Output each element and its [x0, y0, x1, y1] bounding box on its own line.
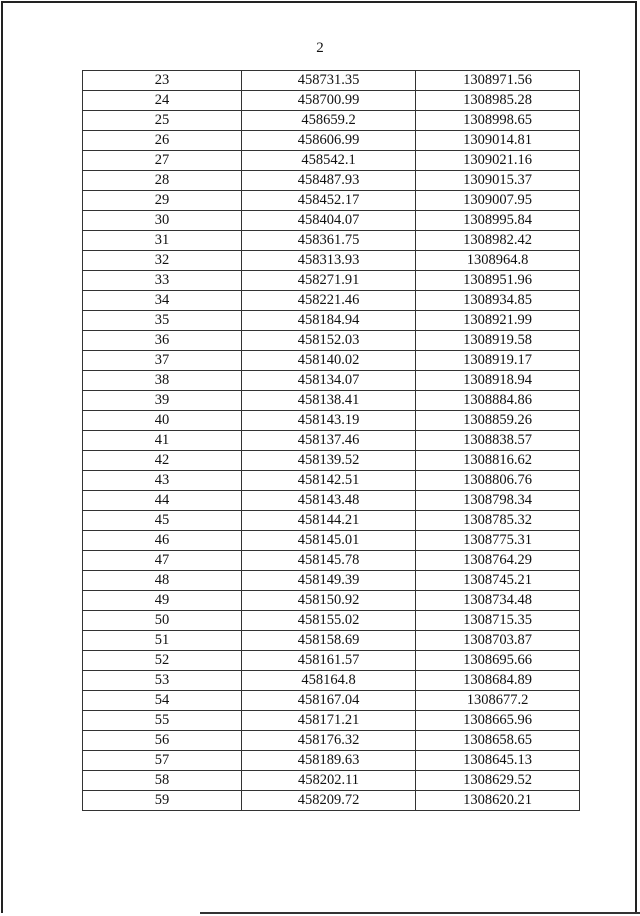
table-row [83, 411, 580, 431]
y-coordinate-cell: 1308629.52 [416, 771, 580, 791]
point-number-cell: 26 [83, 131, 242, 151]
point-number-cell: 45 [83, 511, 242, 531]
point-number-cell: 49 [83, 591, 242, 611]
table-row [83, 631, 580, 651]
table-row [83, 351, 580, 371]
x-coordinate-cell: 458158.69 [242, 631, 416, 651]
table-row [83, 291, 580, 311]
table-row [83, 271, 580, 291]
table-row [83, 771, 580, 791]
y-coordinate-cell: 1308919.58 [416, 331, 580, 351]
x-coordinate-cell: 458144.21 [242, 511, 416, 531]
x-coordinate-cell: 458142.51 [242, 471, 416, 491]
point-number-cell: 46 [83, 531, 242, 551]
y-coordinate-cell: 1308964.8 [416, 251, 580, 271]
y-coordinate-cell: 1308665.96 [416, 711, 580, 731]
y-coordinate-cell: 1308971.56 [416, 71, 580, 91]
table-row [83, 131, 580, 151]
y-coordinate-cell: 1308798.34 [416, 491, 580, 511]
y-coordinate-cell: 1308982.42 [416, 231, 580, 251]
x-coordinate-cell: 458313.93 [242, 251, 416, 271]
x-coordinate-cell: 458164.8 [242, 671, 416, 691]
table-row [83, 651, 580, 671]
x-coordinate-cell: 458150.92 [242, 591, 416, 611]
y-coordinate-cell: 1308838.57 [416, 431, 580, 451]
point-number-cell: 57 [83, 751, 242, 771]
x-coordinate-cell: 458134.07 [242, 371, 416, 391]
point-number-cell: 39 [83, 391, 242, 411]
table-row [83, 211, 580, 231]
table-row [83, 71, 580, 91]
point-number-cell: 29 [83, 191, 242, 211]
x-coordinate-cell: 458145.01 [242, 531, 416, 551]
table-row [83, 191, 580, 211]
x-coordinate-cell: 458209.72 [242, 791, 416, 811]
point-number-cell: 56 [83, 731, 242, 751]
y-coordinate-cell: 1308775.31 [416, 531, 580, 551]
point-number-cell: 23 [83, 71, 242, 91]
table-row [83, 231, 580, 251]
y-coordinate-cell: 1309007.95 [416, 191, 580, 211]
y-coordinate-cell: 1308785.32 [416, 511, 580, 531]
x-coordinate-cell: 458606.99 [242, 131, 416, 151]
y-coordinate-cell: 1308695.66 [416, 651, 580, 671]
y-coordinate-cell: 1308764.29 [416, 551, 580, 571]
x-coordinate-cell: 458221.46 [242, 291, 416, 311]
table-row [83, 691, 580, 711]
table-row [83, 551, 580, 571]
y-coordinate-cell: 1308998.65 [416, 111, 580, 131]
table-row [83, 171, 580, 191]
x-coordinate-cell: 458143.19 [242, 411, 416, 431]
table-row [83, 451, 580, 471]
x-coordinate-cell: 458145.78 [242, 551, 416, 571]
point-number-cell: 37 [83, 351, 242, 371]
table-row [83, 711, 580, 731]
x-coordinate-cell: 458659.2 [242, 111, 416, 131]
x-coordinate-cell: 458202.11 [242, 771, 416, 791]
x-coordinate-cell: 458731.35 [242, 71, 416, 91]
x-coordinate-cell: 458271.91 [242, 271, 416, 291]
point-number-cell: 33 [83, 271, 242, 291]
x-coordinate-cell: 458361.75 [242, 231, 416, 251]
point-number-cell: 55 [83, 711, 242, 731]
table-row [83, 611, 580, 631]
y-coordinate-cell: 1308918.94 [416, 371, 580, 391]
point-number-cell: 44 [83, 491, 242, 511]
point-number-cell: 40 [83, 411, 242, 431]
coordinates-table [82, 70, 580, 811]
y-coordinate-cell: 1308951.96 [416, 271, 580, 291]
y-coordinate-cell: 1308745.21 [416, 571, 580, 591]
point-number-cell: 32 [83, 251, 242, 271]
point-number-cell: 54 [83, 691, 242, 711]
y-coordinate-cell: 1308703.87 [416, 631, 580, 651]
x-coordinate-cell: 458137.46 [242, 431, 416, 451]
page-bottom-edge [200, 912, 640, 914]
point-number-cell: 58 [83, 771, 242, 791]
y-coordinate-cell: 1309021.16 [416, 151, 580, 171]
x-coordinate-cell: 458155.02 [242, 611, 416, 631]
point-number-cell: 28 [83, 171, 242, 191]
x-coordinate-cell: 458404.07 [242, 211, 416, 231]
table-row [83, 431, 580, 451]
x-coordinate-cell: 458143.48 [242, 491, 416, 511]
y-coordinate-cell: 1308620.21 [416, 791, 580, 811]
y-coordinate-cell: 1308816.62 [416, 451, 580, 471]
x-coordinate-cell: 458161.57 [242, 651, 416, 671]
point-number-cell: 48 [83, 571, 242, 591]
point-number-cell: 25 [83, 111, 242, 131]
y-coordinate-cell: 1308684.89 [416, 671, 580, 691]
y-coordinate-cell: 1309015.37 [416, 171, 580, 191]
table-row [83, 251, 580, 271]
point-number-cell: 51 [83, 631, 242, 651]
y-coordinate-cell: 1308921.99 [416, 311, 580, 331]
point-number-cell: 30 [83, 211, 242, 231]
x-coordinate-cell: 458139.52 [242, 451, 416, 471]
x-coordinate-cell: 458167.04 [242, 691, 416, 711]
table-row [83, 471, 580, 491]
point-number-cell: 52 [83, 651, 242, 671]
point-number-cell: 24 [83, 91, 242, 111]
table-row [83, 791, 580, 811]
y-coordinate-cell: 1308995.84 [416, 211, 580, 231]
y-coordinate-cell: 1308985.28 [416, 91, 580, 111]
y-coordinate-cell: 1308645.13 [416, 751, 580, 771]
table-row [83, 311, 580, 331]
x-coordinate-cell: 458149.39 [242, 571, 416, 591]
x-coordinate-cell: 458152.03 [242, 331, 416, 351]
coordinates-table-body [83, 71, 580, 811]
table-row [83, 371, 580, 391]
x-coordinate-cell: 458171.21 [242, 711, 416, 731]
x-coordinate-cell: 458452.17 [242, 191, 416, 211]
y-coordinate-cell: 1308934.85 [416, 291, 580, 311]
table-row [83, 571, 580, 591]
y-coordinate-cell: 1309014.81 [416, 131, 580, 151]
point-number-cell: 38 [83, 371, 242, 391]
table-row [83, 671, 580, 691]
point-number-cell: 50 [83, 611, 242, 631]
point-number-cell: 47 [83, 551, 242, 571]
table-row [83, 751, 580, 771]
y-coordinate-cell: 1308734.48 [416, 591, 580, 611]
table-row [83, 391, 580, 411]
x-coordinate-cell: 458184.94 [242, 311, 416, 331]
table-row [83, 731, 580, 751]
point-number-cell: 53 [83, 671, 242, 691]
table-row [83, 91, 580, 111]
point-number-cell: 43 [83, 471, 242, 491]
x-coordinate-cell: 458700.99 [242, 91, 416, 111]
x-coordinate-cell: 458189.63 [242, 751, 416, 771]
y-coordinate-cell: 1308806.76 [416, 471, 580, 491]
point-number-cell: 34 [83, 291, 242, 311]
y-coordinate-cell: 1308919.17 [416, 351, 580, 371]
x-coordinate-cell: 458140.02 [242, 351, 416, 371]
table-row [83, 331, 580, 351]
table-row [83, 531, 580, 551]
table-row [83, 151, 580, 171]
table-row [83, 491, 580, 511]
table-row [83, 111, 580, 131]
point-number-cell: 27 [83, 151, 242, 171]
y-coordinate-cell: 1308715.35 [416, 611, 580, 631]
point-number-cell: 41 [83, 431, 242, 451]
point-number-cell: 59 [83, 791, 242, 811]
point-number-cell: 42 [83, 451, 242, 471]
x-coordinate-cell: 458176.32 [242, 731, 416, 751]
y-coordinate-cell: 1308658.65 [416, 731, 580, 751]
point-number-cell: 35 [83, 311, 242, 331]
y-coordinate-cell: 1308884.86 [416, 391, 580, 411]
table-row [83, 591, 580, 611]
point-number-cell: 31 [83, 231, 242, 251]
y-coordinate-cell: 1308677.2 [416, 691, 580, 711]
x-coordinate-cell: 458487.93 [242, 171, 416, 191]
table-row [83, 511, 580, 531]
page-number: 2 [316, 40, 324, 56]
y-coordinate-cell: 1308859.26 [416, 411, 580, 431]
x-coordinate-cell: 458542.1 [242, 151, 416, 171]
point-number-cell: 36 [83, 331, 242, 351]
x-coordinate-cell: 458138.41 [242, 391, 416, 411]
